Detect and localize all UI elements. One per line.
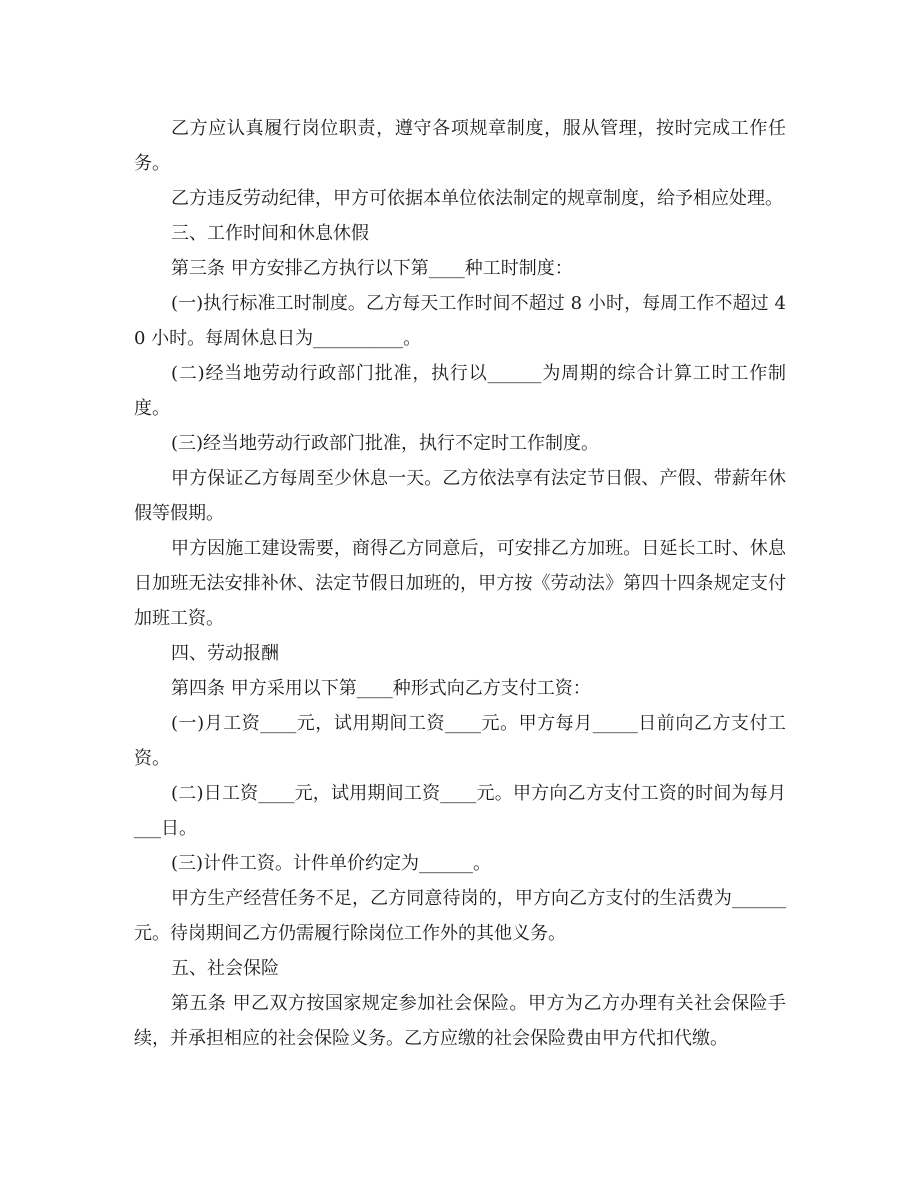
article-3: 第三条 甲方安排乙方执行以下第____种工时制度： [171, 258, 573, 279]
document-body [134, 111, 786, 1056]
article-3-item-1: (一)执行标准工时制度。乙方每天工作时间不超过 8 小时，每周工作不超过 40 小时。每周休息日为__________。 [134, 293, 786, 349]
article-4-item-3: (三)计件工资。计件单价约定为______。 [171, 853, 492, 874]
article-4: 第四条 甲方采用以下第____种形式向乙方支付工资： [171, 678, 591, 699]
article-4-item-1: (一)月工资____元，试用期间工资____元。甲方每月_____日前向乙方支付工资。 [134, 713, 786, 769]
paragraph-duties: 乙方应认真履行岗位职责，遵守各项规章制度，服从管理，按时完成工作任务。 [134, 118, 786, 174]
article-5: 第五条 甲乙双方按国家规定参加社会保险。甲方为乙方办理有关社会保险手续，并承担相应的社会保险义务。乙方应缴的社会保险费由甲方代扣代缴。 [134, 993, 786, 1049]
article-3-item-3: (三)经当地劳动行政部门批准，执行不定时工作制度。 [171, 433, 600, 454]
paragraph-discipline: 乙方违反劳动纪律，甲方可依据本单位依法制定的规章制度，给予相应处理。 [171, 188, 783, 209]
section-heading-working-hours: 三、工作时间和休息休假 [171, 223, 369, 244]
article-4-item-2: (二)日工资____元，试用期间工资____元。甲方向乙方支付工资的时间为每月___日。 [134, 783, 786, 839]
section-heading-social-insurance: 五、社会保险 [171, 958, 279, 979]
paragraph-rest-days: 甲方保证乙方每周至少休息一天。乙方依法享有法定节日假、产假、带薪年休假等假期。 [134, 468, 786, 524]
paragraph-standby-pay: 甲方生产经营任务不足，乙方同意待岗的，甲方向乙方支付的生活费为______元。待岗期间乙方仍需履行除岗位工作外的其他义务。 [134, 888, 786, 944]
section-heading-remuneration: 四、劳动报酬 [171, 643, 279, 664]
paragraph-overtime: 甲方因施工建设需要，商得乙方同意后，可安排乙方加班。日延长工时、休息日加班无法安排补休、法定节假日加班的，甲方按《劳动法》第四十四条规定支付加班工资。 [134, 538, 786, 629]
article-3-item-2: (二)经当地劳动行政部门批准，执行以______为周期的综合计算工时工作制度。 [134, 363, 786, 419]
